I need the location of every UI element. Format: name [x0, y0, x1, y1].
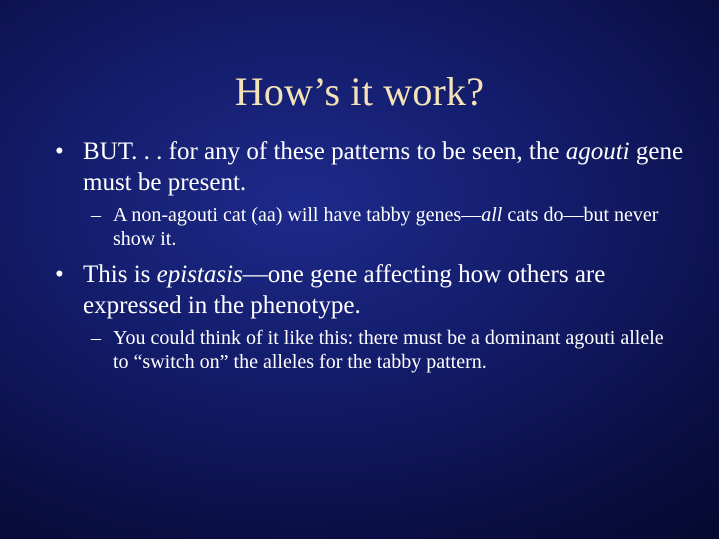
bullet-text-2-pre: This is — [83, 261, 157, 288]
dash-icon: – — [91, 204, 101, 226]
sub-bullet-text-1 — [113, 203, 681, 251]
bullet-icon: • — [55, 138, 64, 165]
bullet-item-2 — [55, 259, 685, 321]
sub-bullet-text-1-emphasis: all — [481, 204, 503, 226]
bullet-text-1-pre: BUT. . . for any of these patterns to be seen, the — [83, 138, 566, 165]
bullet-text-2-emphasis: epistasis — [156, 261, 243, 288]
sub-bullet-text-1-post: cats do—but never show it. — [113, 204, 659, 250]
sub-bullet-item-2 — [91, 326, 681, 374]
slide-title: How’s it work? — [234, 69, 485, 114]
bullet-text-1 — [83, 136, 685, 198]
bullet-text-1-emphasis: agouti — [565, 138, 630, 165]
bullet-icon: • — [55, 261, 64, 288]
bullet-text-2 — [83, 259, 685, 321]
sub-bullet-item-1 — [91, 203, 681, 251]
dash-icon: – — [91, 327, 101, 349]
sub-bullet-text-2: You could think of it like this: there must be a dominant agouti allele to “switch on” the alleles for the tabby pattern. — [113, 327, 664, 373]
bullet-text-1-post: gene must be present. — [83, 138, 684, 196]
bullet-item-1 — [55, 136, 685, 198]
sub-bullet-text-1-pre: A non-agouti cat (aa) will have tabby genes— — [113, 204, 482, 226]
bullet-text-2-post: —one gene affecting how others are expressed in the phenotype. — [83, 261, 606, 319]
